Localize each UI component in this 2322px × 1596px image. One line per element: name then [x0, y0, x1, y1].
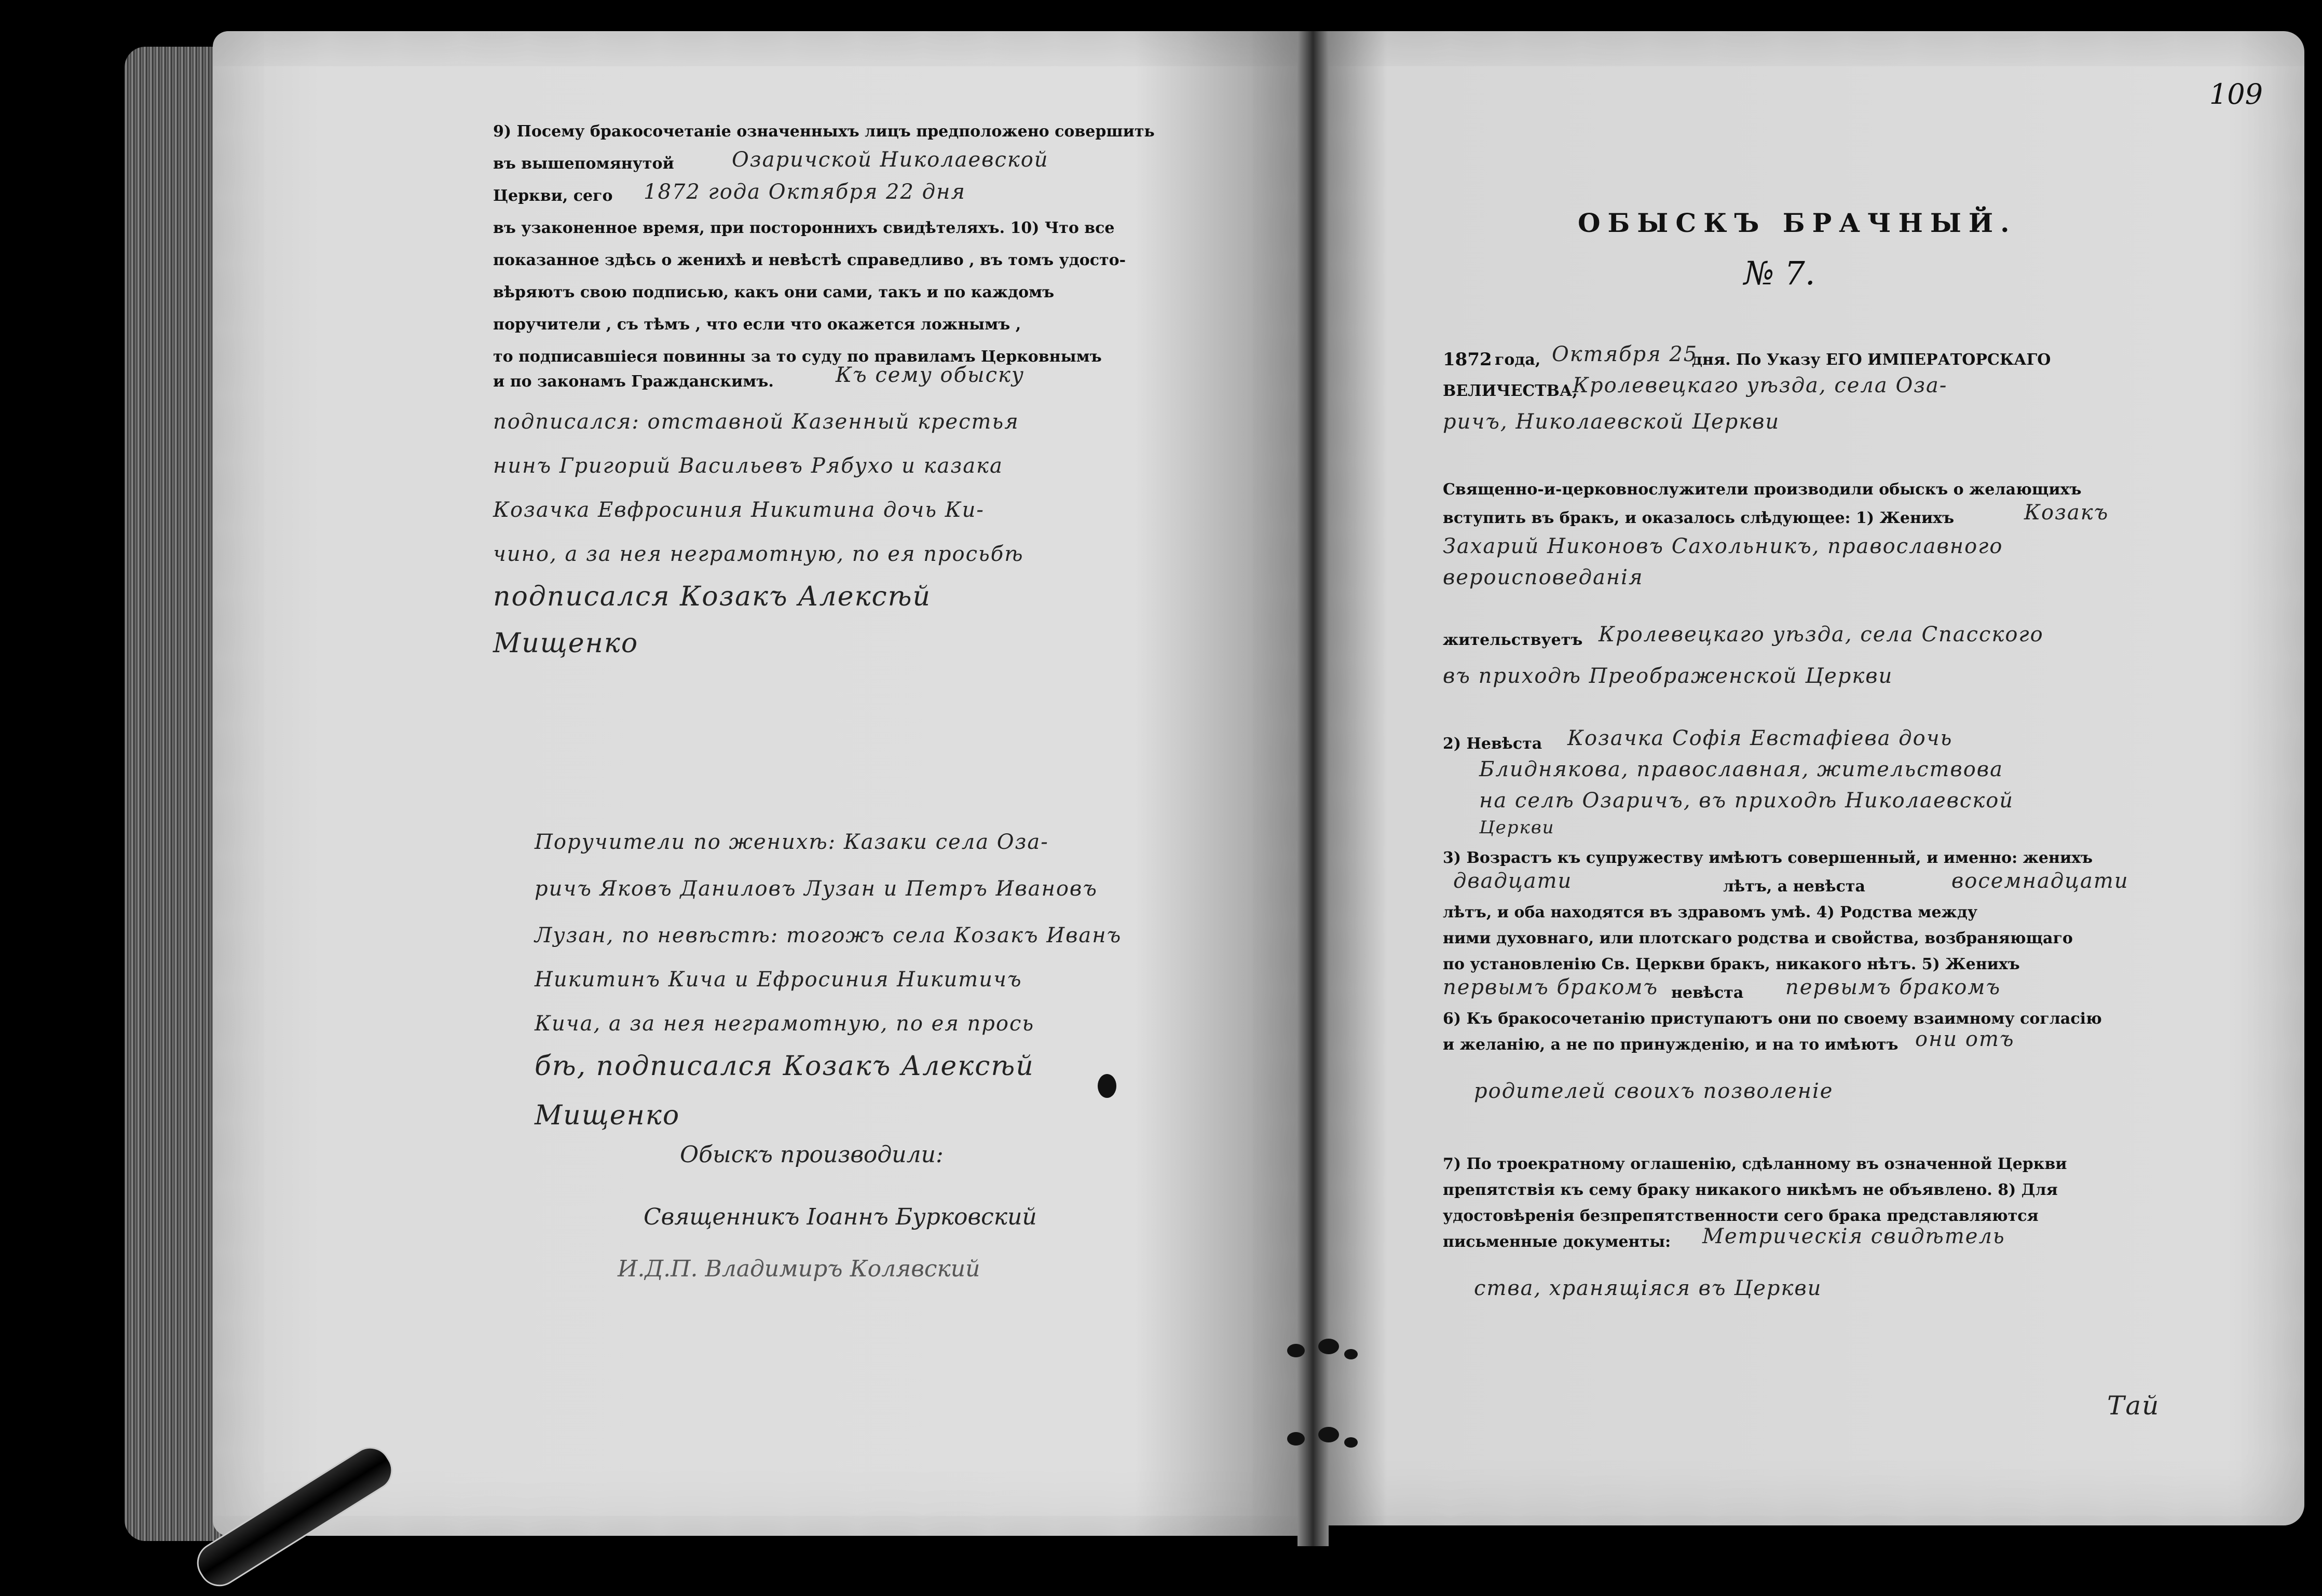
- hw-consent-1: они отъ: [1915, 1027, 2015, 1051]
- hw-documents-1: Метрическія свидѣтель: [1702, 1224, 2005, 1248]
- left-printed-line-2: въ вышепомянутой: [493, 155, 674, 173]
- left-page: [213, 31, 1297, 1536]
- hw-wedding-date: 1872 года Октября 22 дня: [644, 180, 966, 204]
- right-page: [1329, 31, 2304, 1525]
- open-register-book: [119, 31, 2263, 1546]
- left-printed-line-7: поручители , съ тѣмъ , что если что окажется ложнымъ ,: [493, 315, 1021, 334]
- header-majesty: ВЕЛИЧЕСТВА,: [1443, 382, 1578, 400]
- hw-bride-2: Блиднякова, православная, жительствова: [1479, 758, 2003, 781]
- hw-first-marriage-bride: первымъ бракомъ: [1785, 975, 2001, 999]
- binding-hole: [1318, 1427, 1339, 1442]
- header-year-suffix: года,: [1495, 351, 1541, 369]
- left-printed-line-8: то подписавшіеся повинны за то суду по правиламъ Церковнымъ: [493, 348, 1102, 366]
- left-printed-line-4: въ узаконенное время, при постороннихъ свидѣтеляхъ. 10) Что все: [493, 219, 1115, 237]
- binding-hole: [1344, 1349, 1358, 1359]
- hw-sureties-3: Лузан, по невѣстѣ: тогожъ села Козакъ Иванъ: [535, 924, 1122, 947]
- hw-place-1: Кролевецкаго уѣзда, села Оза-: [1573, 374, 1948, 397]
- left-printed-line-5: показанное здѣсь о женихѣ и невѣстѣ справедливо , въ томъ удосто-: [493, 251, 1126, 269]
- hw-resides-2: въ приходѣ Преображенской Церкви: [1443, 664, 1893, 688]
- left-printed-line-9: и по законамъ Гражданскимъ.: [493, 373, 774, 391]
- p3-line-2: лѣтъ, а невѣста: [1723, 877, 1865, 896]
- p3-line-5: по установленію Св. Церкви бракъ, никакого нѣтъ. 5) Женихъ: [1443, 955, 2020, 973]
- hw-documents-2: ства, хранящіяся въ Церкви: [1474, 1276, 1822, 1300]
- left-printed-line-3: Церкви, сего: [493, 187, 613, 205]
- hw-church-name: Озаричской Николаевской: [732, 148, 1049, 172]
- hw-sureties-1: Поручители по женихѣ: Казаки села Оза-: [535, 830, 1049, 854]
- p3-line-8: и желанію, а не по принужденію, и на то имѣютъ: [1443, 1036, 1898, 1054]
- hw-line-3: нинъ Григорий Васильевъ Рябухо и казака: [493, 454, 1003, 478]
- p1-line-1: Священно-и-церковнослужители производили обыскъ о желающихъ: [1443, 480, 2082, 499]
- p7-line-4: письменные документы:: [1443, 1233, 1671, 1251]
- hw-bride-age: восемнадцати: [1951, 869, 2129, 893]
- p3-line-4: ними духовнаго, или плотскаго родства и свойства, возбраняющаго: [1443, 929, 2073, 947]
- hw-sureties-5: Кича, а за нея неграмотную, по ея прось: [535, 1012, 1035, 1036]
- hw-sureties-6: бѣ, подписался Козакъ Алексѣй: [535, 1051, 1034, 1082]
- header-year: 1872: [1443, 349, 1492, 370]
- p7-line-2: препятствія къ сему браку никакого никѣмъ не объявлено. 8) Для: [1443, 1181, 2058, 1199]
- hw-groom-age: двадцати: [1453, 869, 1573, 893]
- hw-header-date: Октября 25: [1552, 342, 1698, 366]
- p3-line-6: невѣста: [1671, 984, 1744, 1002]
- record-number: № 7.: [1744, 254, 1815, 292]
- document-title: ОБЫСКЪ БРАЧНЫЙ.: [1578, 208, 2017, 238]
- hw-groom-faith: вероисповеданія: [1443, 566, 1644, 589]
- p3-line-7: 6) Къ бракосочетанію приступаютъ они по своему взаимному согласію: [1443, 1010, 2102, 1028]
- hw-first-marriage-groom: первымъ бракомъ: [1443, 975, 1659, 999]
- hw-priest-signature: Священникъ Іоаннъ Бурковский: [644, 1204, 1037, 1230]
- hw-search-label: Обыскъ производили:: [680, 1141, 944, 1168]
- binding-hole: [1318, 1339, 1339, 1354]
- bride-label: 2) Невѣста: [1443, 735, 1542, 753]
- hw-line-7: Мищенко: [493, 628, 639, 659]
- page-number: 109: [2209, 78, 2263, 111]
- hw-sureties-2: ричъ Яковъ Даниловъ Лузан и Петръ Ивановъ: [535, 877, 1098, 901]
- hw-place-2: ричъ, Николаевской Церкви: [1443, 410, 1780, 434]
- hw-line-2: подписался: отставной Казенный крестья: [493, 410, 1019, 434]
- hw-sureties-7: Мищенко: [535, 1100, 680, 1131]
- hw-line-1: Къ сему обыску: [836, 363, 1025, 387]
- hw-line-4: Козачка Евфросиния Никитина дочь Ки-: [493, 498, 985, 522]
- p1-line-2: вступить въ бракъ, и оказалось слѣдующее: 1) Женихъ: [1443, 509, 1955, 527]
- p3-line-3: лѣтъ, и оба находятся въ здравомъ умѣ. 4) Родства между: [1443, 903, 1978, 921]
- hw-groom-name: Захарий Никоновъ Сахольникъ, православного: [1443, 534, 2003, 558]
- hw-line-5: чино, а за нея неграмотную, по ея просьбѣ: [493, 542, 1024, 566]
- header-decree: дня. По Указу ЕГО ИМПЕРАТОРСКАГО: [1692, 351, 2051, 369]
- left-printed-line-1: 9) Посему бракосочетаніе означенныхъ лицъ предположено совершить: [493, 122, 1155, 141]
- ink-blot: [1098, 1074, 1116, 1098]
- binding-hole: [1287, 1432, 1305, 1446]
- hw-bride-1: Козачка Софія Евстафіева дочь: [1567, 726, 1953, 750]
- hw-line-6: подписался Козакъ Алексѣй: [493, 581, 932, 612]
- book-gutter: [1297, 31, 1329, 1546]
- hw-bride-3: на селѣ Озаричъ, въ приходѣ Николаевской: [1479, 789, 2014, 813]
- hw-resides-1: Кролевецкаго уѣзда, села Спасского: [1599, 623, 2044, 646]
- left-printed-line-6: вѣряютъ свою подписью, какъ они сами, такъ и по каждомъ: [493, 283, 1055, 301]
- binding-hole: [1344, 1437, 1358, 1448]
- p3-line-1: 3) Возрастъ къ супружеству имѣютъ совершенный, и именно: женихъ: [1443, 849, 2093, 867]
- p7-line-3: удостовѣренія безпрепятственности сего брака представляются: [1443, 1207, 2039, 1225]
- p7-line-1: 7) По троекратному оглашенію, сдѣланному въ означенной Церкви: [1443, 1155, 2067, 1173]
- hw-footer-mark: Тай: [2107, 1391, 2160, 1421]
- hw-consent-2: родителей своихъ позволеніе: [1474, 1079, 1834, 1103]
- hw-deacon-signature: И.Д.П. Владимиръ Колявский: [618, 1256, 980, 1282]
- hw-bride-4: Церкви: [1479, 817, 1555, 838]
- resides-label: жительствуетъ: [1443, 631, 1583, 649]
- binding-hole: [1287, 1344, 1305, 1357]
- hw-sureties-4: Никитинъ Кича и Ефросиния Никитичъ: [535, 968, 1022, 992]
- hw-groom-status: Козакъ: [2024, 501, 2109, 525]
